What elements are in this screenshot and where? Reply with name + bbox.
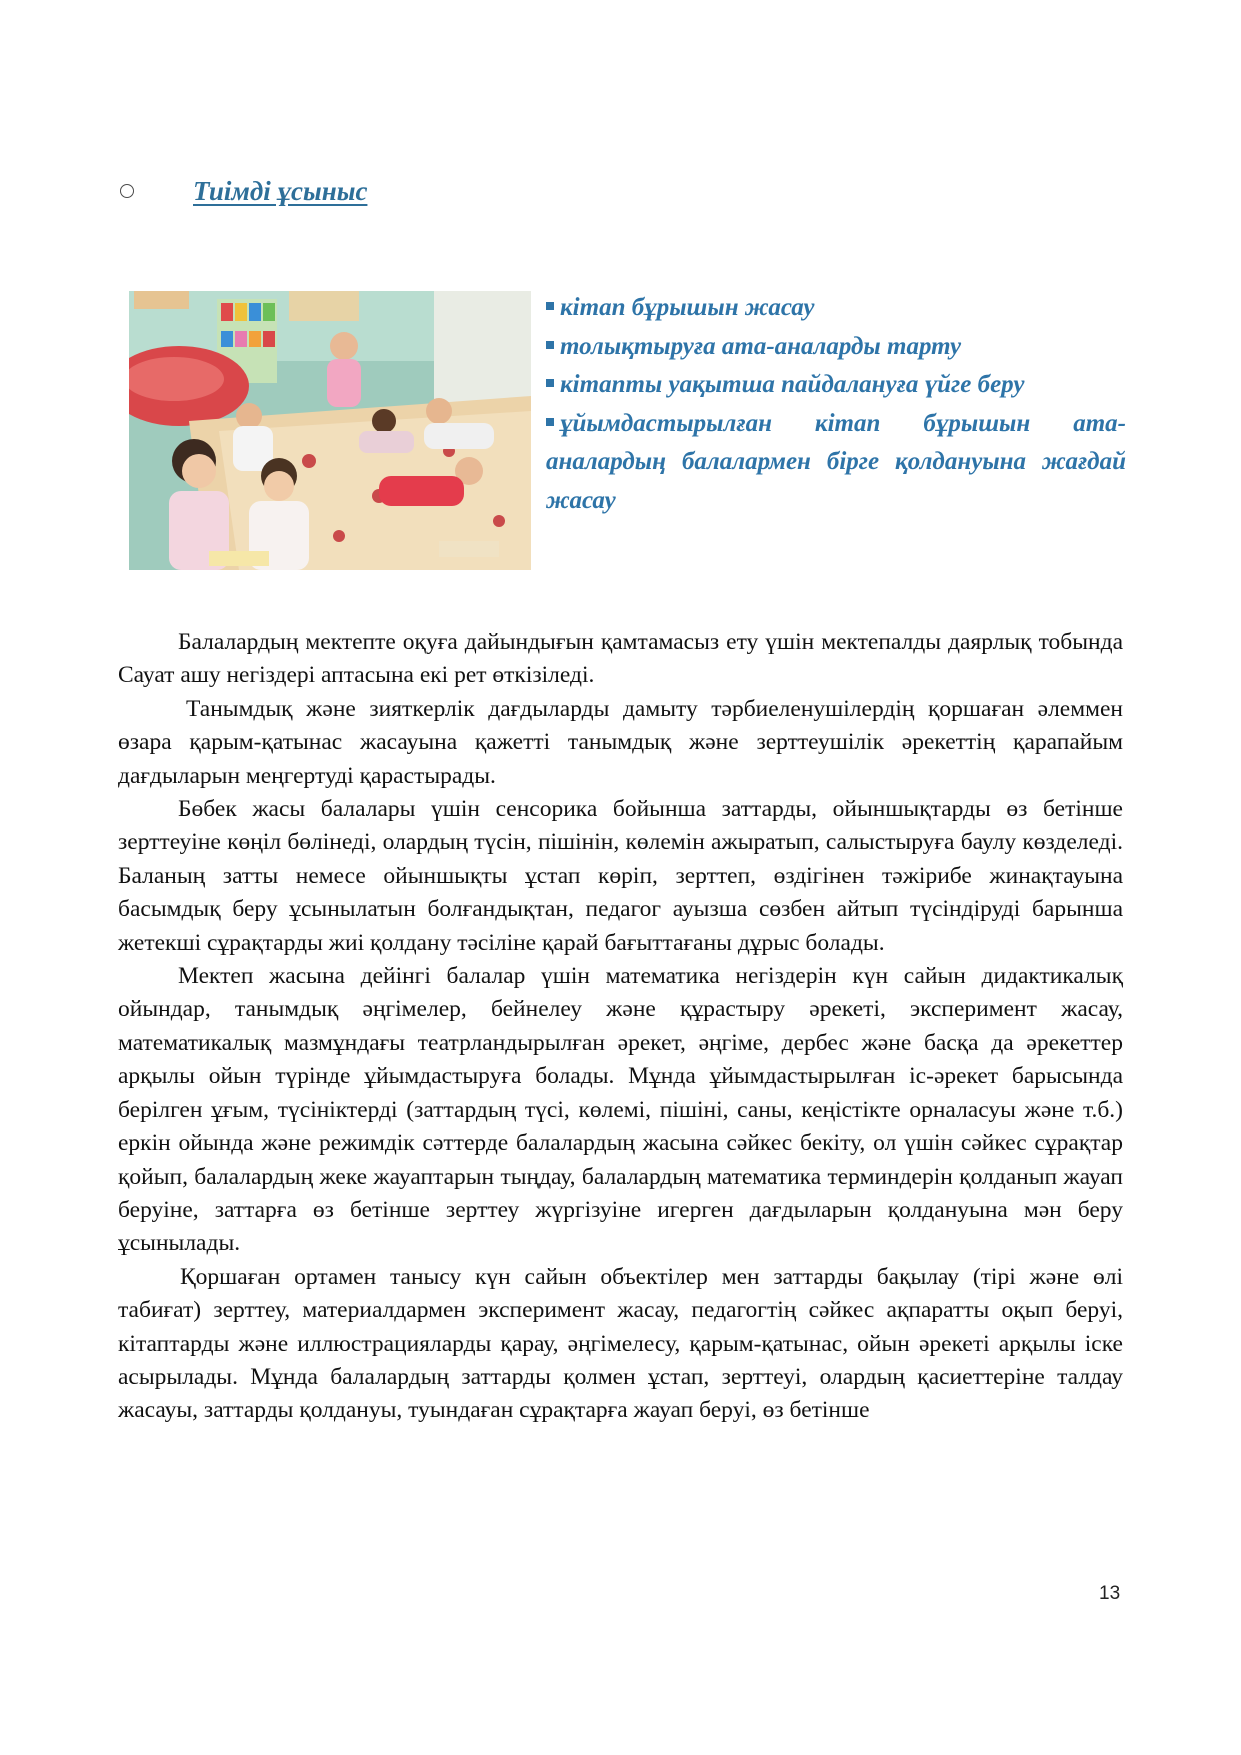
paragraph: Танымдық және зияткерлік дағдыларды дамыту тәрбиеленушілердің қоршаған әлеммен өзара қарым-қатынас жасауына қажетті танымдық және зерттеушілік әрекеттің қарапайым дағдыларын меңгертуді қарастырады.: [118, 695, 1123, 789]
body-text: [118, 626, 1123, 1428]
square-bullet-icon: [546, 379, 554, 387]
page-number: 13: [1099, 1583, 1121, 1604]
paragraph: Бөбек жасы балалары үшін сенсорика бойынша заттарды, ойыншықтарды өз бетінше зерттеуіне көңіл бөлінеді, олардың түсін, пішінін, көлемін ажыратып, салыстыруға баулу көзделеді. Баланың затты немесе ойыншықты ұстап көріп, зерттеп, өздігінен тәжірибе жинақтауына басымдық беру ұсынылатын болғандықтан, педагог ауызша сөзбен айтып түсіндіруді барынша жетекші сұрақтарды жиі қолдану тәсіліне қарай бағыттағаны дұрыс болады.: [118, 796, 1123, 956]
square-bullet-icon: [546, 302, 554, 310]
children-reading-photo: [129, 291, 531, 570]
list-item: кітап бұрышын жасау: [546, 289, 1126, 328]
list-item: толықтыруға ата-аналарды тарту: [546, 328, 1126, 367]
section-heading: Тиімді ұсыныс: [193, 176, 368, 206]
recommendation-list: [546, 289, 1126, 520]
list-item: ұйымдастырылған кітап бұрышын ата-аналардың балалармен бірге қолдануына жағдай жасау: [546, 409, 1126, 514]
paragraph: Балалардың мектепте оқуға дайындығын қамтамасыз ету үшін мектепалды даярлық тобында Сауат ашу негіздері аптасына екі рет өткізіледі.: [118, 629, 1123, 689]
square-bullet-icon: [546, 418, 554, 426]
circle-bullet-icon: [120, 184, 134, 198]
list-item: кітапты уақытша пайдалануға үйге беру: [546, 366, 1126, 405]
square-bullet-icon: [546, 341, 554, 349]
paragraph: Қоршаған ортамен танысу күн сайын объектілер мен заттарды бақылау (тірі және өлі табиғат) зерттеу, материалдармен эксперимент жасау, педагогтің сәйкес ақпаратты оқып беруі, кітаптарды және иллюстрацияларды қарау, әңгімелесу, қарым-қатынас, ойын әрекеті арқылы іске асырылады. Мұнда балалардың заттарды қолмен ұстап, зерттеуі, олардың қасиеттеріне талдау жасауы, заттарды қолдануы, туындаған сұрақтарға жауап беруі, өз бетінше: [118, 1263, 1123, 1424]
paragraph: Мектеп жасына дейінгі балалар үшін математика негіздерін күн сайын дидактикалық ойындар, танымдық әңгімелер, бейнелеу және құрастыру әрекеті, эксперимент жасау, математикалық мазмұндағы театрландырылған әрекет, әңгіме, дербес және басқа да әрекеттер арқылы ойын түрінде ұйымдастыруға болады. Мұнда ұйымдастырылған іс-әрекет барысында берілген ұғым, түсініктерді (заттардың түсі, көлемі, пішіні, саны, кеңістікте орналасуы және т.б.) еркін ойында және режимдік сәттерде балалардың жасына сәйкес бекіту, ол үшін сәйкес сұрақтар қойып, балалардың жеке жауаптарын тыңдау, балалардың математика терминдерін қолданып жауап беруіне, заттарға өз бетінше зерттеу жүргізуіне игерген дағдыларын қолдануына мән беру ұсынылады.: [118, 963, 1123, 1257]
